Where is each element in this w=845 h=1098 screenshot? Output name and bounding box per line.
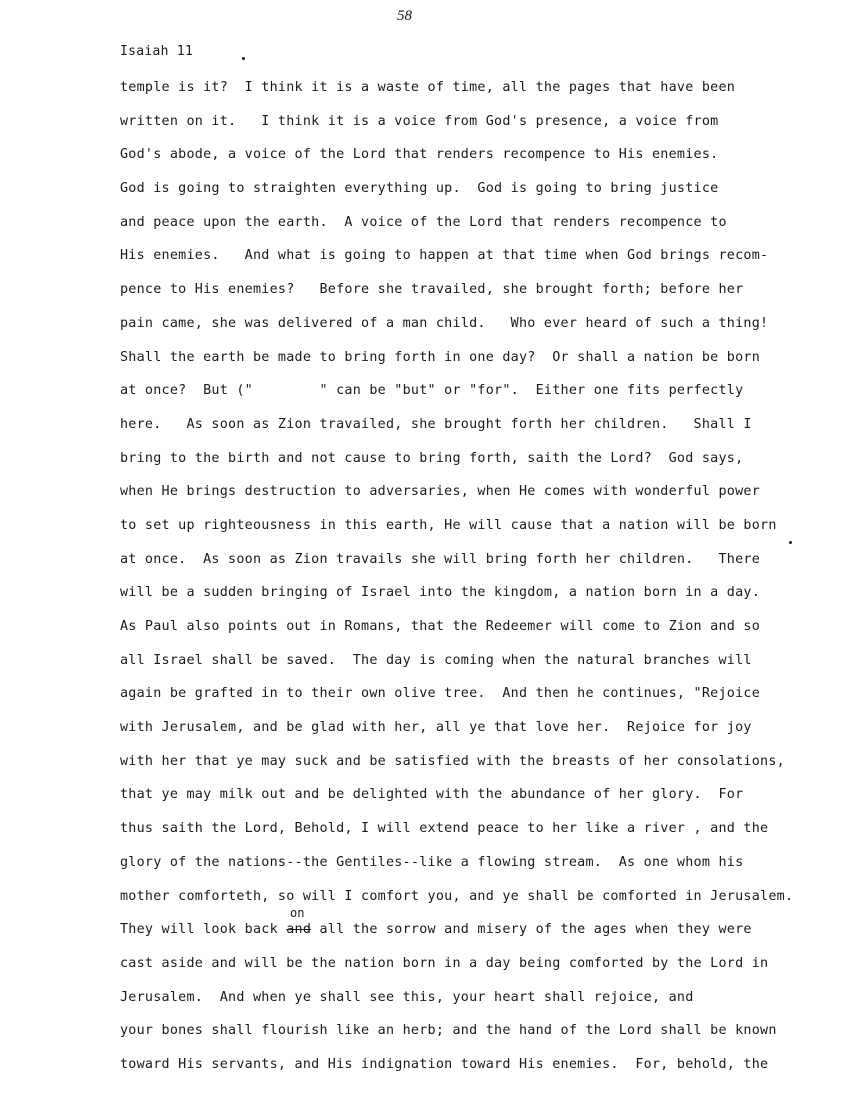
page-number: 58 [397,8,412,24]
text-line: toward His servants, and His indignation toward His enemies. For, behold, the [120,1056,769,1072]
text-line: As Paul also points out in Romans, that the Redeemer will come to Zion and so [120,619,761,634]
text-line: to set up righteousness in this earth, He will cause that a nation will be born [120,517,777,533]
text-line: mother comforteth, so will I comfort you, and ye shall be comforted in Jerusalem. [120,888,794,904]
struck-word: and [286,922,312,938]
correction-after: all the sorrow and misery of the ages when they were [311,922,752,938]
text-line: will be a sudden bringing of Israel into the kingdom, a nation born in a day. [120,585,761,601]
text-line: and peace upon the earth. A voice of the Lord that renders recompence to [120,214,727,230]
chapter-header: Isaiah 11 [120,44,194,59]
text-line: glory of the nations--the Gentiles--like a flowing stream. As one whom his [120,854,744,870]
text-line: your bones shall flourish like an herb; and the hand of the Lord shall be known [120,1023,777,1039]
body-text [120,78,820,1089]
text-line: Jerusalem. And when ye shall see this, your heart shall rejoice, and [120,989,694,1005]
text-line: again be grafted in to their own olive tree. And then he continues, "Rejoice [120,686,761,702]
text-line: Shall the earth be made to bring forth in one day? Or shall a nation be born [120,349,761,365]
text-line: God is going to straighten everything up. God is going to bring justice [120,181,719,197]
text-line: written on it. I think it is a voice from God's presence, a voice from [120,113,719,129]
text-line: bring to the birth and not cause to bring forth, saith the Lord? God says, [120,450,744,466]
text-line: all Israel shall be saved. The day is coming when the natural branches will [120,652,752,668]
stray-ink-dot [789,541,792,544]
text-line: that ye may milk out and be delighted with the abundance of her glory. For [120,787,744,803]
handwritten-insertion: on [290,906,305,920]
text-line: pain came, she was delivered of a man child. Who ever heard of such a thing! [120,315,769,331]
stray-ink-dot [242,57,245,60]
correction-before: They will look back [120,922,287,938]
text-line: temple is it? I think it is a waste of time, all the pages that have been [120,80,736,95]
text-line: with Jerusalem, and be glad with her, all ye that love her. Rejoice for joy [120,720,752,736]
text-line: cast aside and will be the nation born in a day being comforted by the Lord in [120,955,769,971]
text-line: at once. As soon as Zion travails she will bring forth her children. There [120,551,761,567]
text-line: at once? But (" " can be "but" or "for". Either one fits perfectly [120,383,744,399]
text-line: when He brings destruction to adversaries, when He comes with wonderful power [120,484,761,500]
text-line: with her that ye may suck and be satisfied with the breasts of her consolations, [120,753,785,769]
text-line: thus saith the Lord, Behold, I will extend peace to her like a river , and the [120,821,769,837]
text-line: His enemies. And what is going to happen at that time when God brings recom- [120,248,769,264]
text-line: here. As soon as Zion travailed, she brought forth her children. Shall I [120,416,752,432]
text-line: pence to His enemies? Before she travailed, she brought forth; before her [120,282,744,298]
corrected-text-line [120,920,820,954]
text-line: God's abode, a voice of the Lord that renders recompence to His enemies. [120,147,719,163]
